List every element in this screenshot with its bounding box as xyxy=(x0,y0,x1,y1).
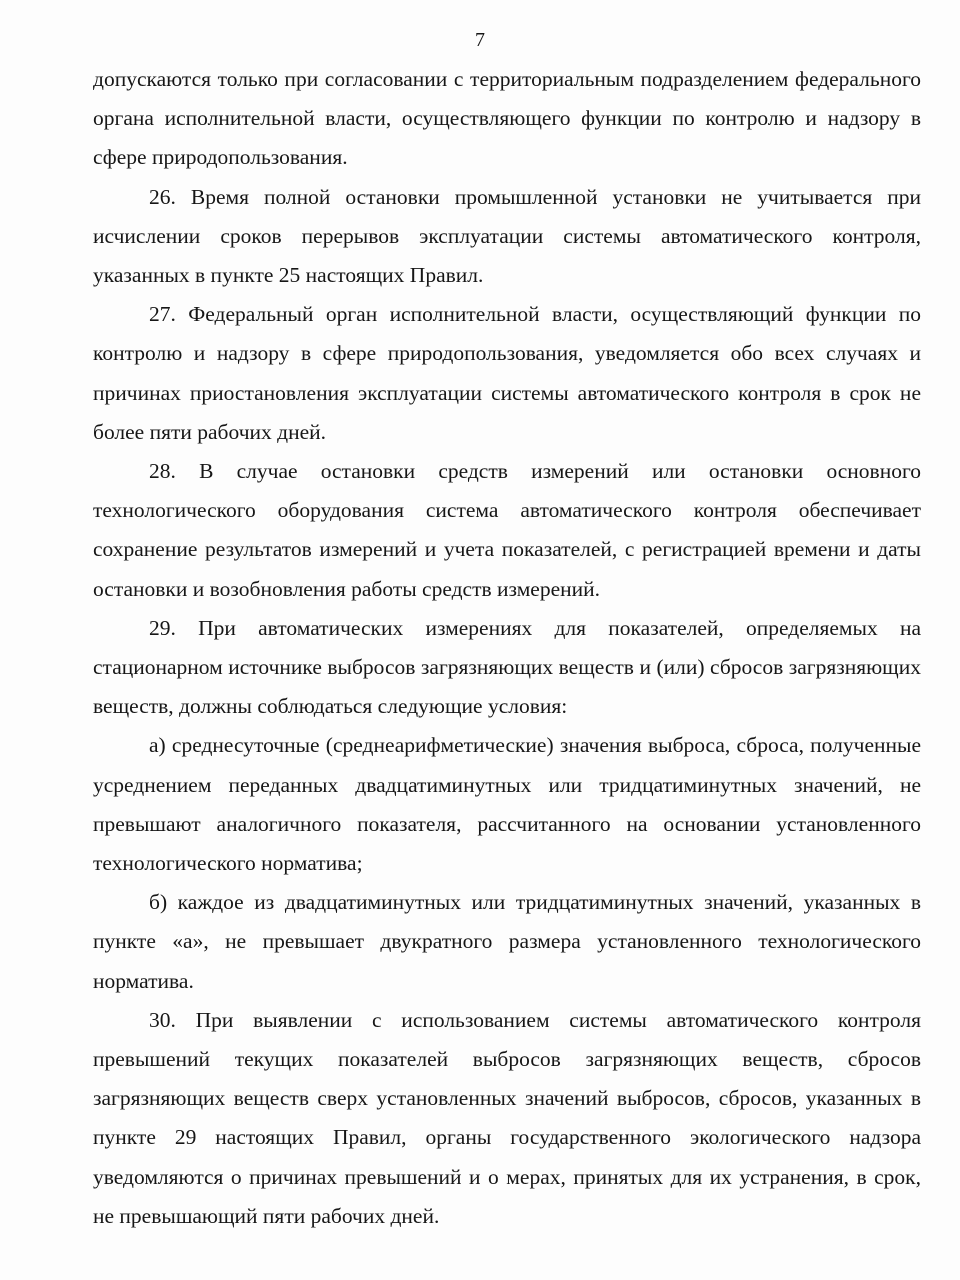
paragraph-item-29a: а) среднесуточные (среднеарифметические) значения выброса, сброса, полученные усреднением переданных двадцатиминутных или тридцатиминутных значений, не превышают аналогичного показателя, рассчитанного на основании установленного технологического норматива; xyxy=(93,733,921,876)
paragraph-item-28: 28. В случае остановки средств измерений или остановки основного технологического оборудования система автоматического контроля обеспечивает сохранение результатов измерений и учета показателей, с регистрацией времени и даты остановки и возобновления работы средств измерений. xyxy=(93,459,921,601)
paragraph-item-29b: б) каждое из двадцатиминутных или тридцатиминутных значений, указанных в пункте «а», не превышает двукратного размера установленного технологического норматива. xyxy=(93,890,921,993)
paragraph-item-30: 30. При выявлении с использованием системы автоматического контроля превышений текущих показателей выбросов загрязняющих веществ, сбросов загрязняющих веществ сверх установленных значений выбросов, сбросов, указанных в пункте 29 настоящих Правил, органы государственного экологического надзора уведомляются о причинах превышений и о мерах, принятых для их устранения, в срок, не превышающий пяти рабочих дней. xyxy=(93,1007,921,1228)
paragraph-item-26: 26. Время полной остановки промышленной установки не учитывается при исчислении сроков перерывов эксплуатации системы автоматического контроля, указанных в пункте 25 настоящих Правил. xyxy=(93,184,921,288)
page-number: 7 xyxy=(475,29,485,51)
paragraph-item-27: 27. Федеральный орган исполнительной власти, осуществляющий функции по контролю и надзору в сфере природопользования, уведомляется обо всех случаях и причинах приостановления эксплуатации системы автоматического контроля в срок не более пяти рабочих дней. xyxy=(93,302,921,444)
paragraph-continuation: допускаются только при согласовании с территориальным подразделением федерального органа исполнительной власти, осуществляющего функции по контролю и надзору в сфере природопользования. xyxy=(93,67,921,170)
paragraph-item-29: 29. При автоматических измерениях для показателей, определяемых на стационарном источнике выбросов загрязняющих веществ и (или) сбросов загрязняющих веществ, должны соблюдаться следующие условия: xyxy=(93,615,921,719)
document-body xyxy=(93,60,921,1236)
